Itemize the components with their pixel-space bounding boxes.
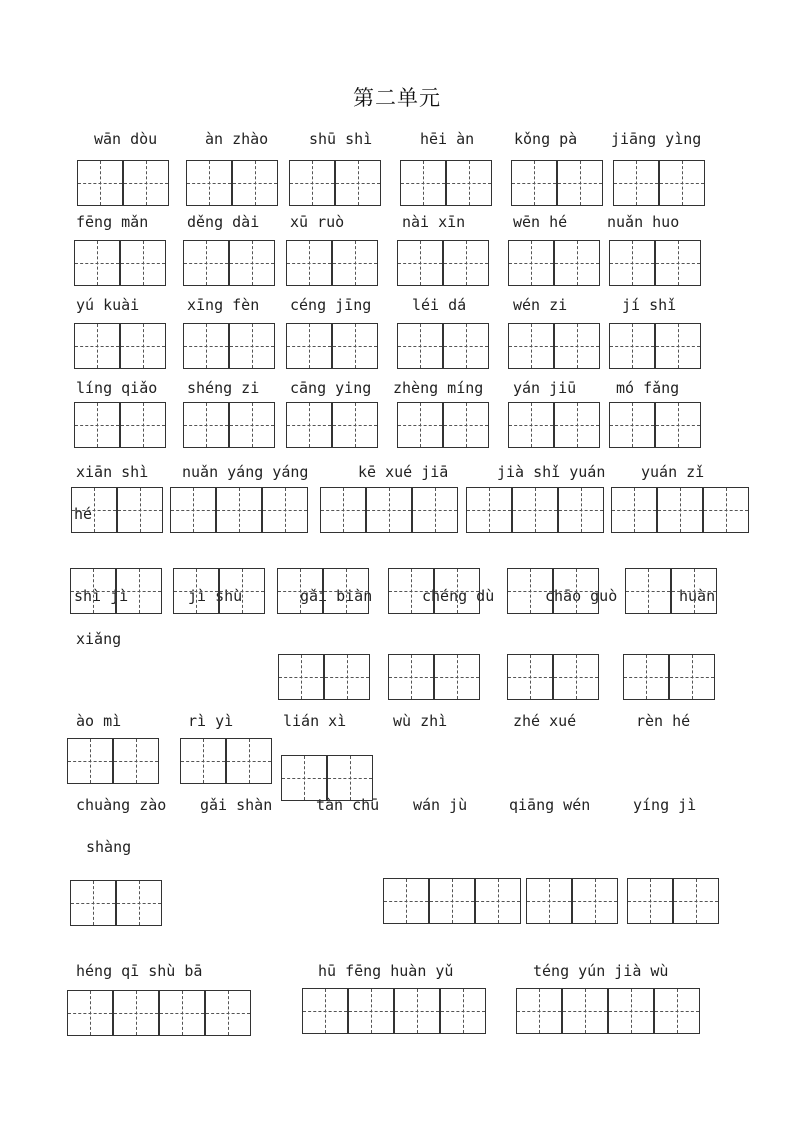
pinyin-label: shì jì bbox=[74, 587, 129, 605]
tian-zi-ge-cell bbox=[70, 880, 116, 926]
pinyin-label: zhèng míng bbox=[393, 379, 484, 397]
tian-zi-ge-cell bbox=[429, 878, 475, 924]
tian-zi-ge-cell bbox=[671, 568, 717, 614]
tian-zi-ge-cell bbox=[412, 487, 458, 533]
tian-zi-ge-cell bbox=[348, 988, 394, 1034]
tian-zi-ge-cell bbox=[324, 654, 370, 700]
pinyin-label: děng dài bbox=[187, 213, 260, 231]
tian-zi-ge-cell bbox=[397, 402, 443, 448]
tian-zi-ge-cell bbox=[388, 654, 434, 700]
tian-zi-ge-cell bbox=[673, 878, 719, 924]
tian-zi-ge-cell bbox=[67, 990, 113, 1036]
tian-zi-ge-cell bbox=[397, 240, 443, 286]
pinyin-label: jì shù bbox=[188, 587, 243, 605]
tian-zi-ge-cell bbox=[553, 654, 599, 700]
tian-zi-ge-cell bbox=[554, 240, 600, 286]
tian-zi-ge-cell bbox=[205, 990, 251, 1036]
tian-zi-ge-cell bbox=[659, 160, 705, 206]
tian-zi-ge-cell bbox=[232, 160, 278, 206]
tian-zi-ge-cell bbox=[443, 402, 489, 448]
tian-zi-ge-cell bbox=[332, 402, 378, 448]
tian-zi-ge-cell bbox=[323, 568, 369, 614]
pinyin-label: tàn chū bbox=[316, 796, 380, 814]
pinyin-label: yuán zǐ bbox=[641, 463, 705, 481]
tian-zi-ge-cell bbox=[289, 160, 335, 206]
tian-zi-ge-cell bbox=[281, 755, 327, 801]
tian-zi-ge-cell bbox=[113, 738, 159, 784]
tian-zi-ge-cell bbox=[516, 988, 562, 1034]
pinyin-label: rì yì bbox=[188, 712, 234, 730]
tian-zi-ge-cell bbox=[332, 240, 378, 286]
tian-zi-ge-cell bbox=[216, 487, 262, 533]
tian-zi-ge-cell bbox=[159, 990, 205, 1036]
tian-zi-ge-cell bbox=[278, 654, 324, 700]
tian-zi-ge-cell bbox=[443, 323, 489, 369]
tian-zi-ge-cell bbox=[186, 160, 232, 206]
pinyin-label: nài xīn bbox=[402, 213, 466, 231]
pinyin-label: shéng zi bbox=[187, 379, 260, 397]
tian-zi-ge-cell bbox=[120, 323, 166, 369]
tian-zi-ge-cell bbox=[388, 568, 434, 614]
tian-zi-ge-cell bbox=[332, 323, 378, 369]
tian-zi-ge-cell bbox=[475, 878, 521, 924]
tian-zi-ge-cell bbox=[557, 160, 603, 206]
tian-zi-ge-cell bbox=[446, 160, 492, 206]
pinyin-label: kē xué jiā bbox=[358, 463, 449, 481]
pinyin-label: céng jīng bbox=[290, 296, 372, 314]
pinyin-label: qiāng wén bbox=[509, 796, 591, 814]
pinyin-label: nuǎn huo bbox=[607, 213, 680, 231]
tian-zi-ge-cell bbox=[507, 568, 553, 614]
tian-zi-ge-cell bbox=[609, 323, 655, 369]
pinyin-label: jí shǐ bbox=[622, 296, 677, 314]
pinyin-label: wù zhì bbox=[393, 712, 448, 730]
tian-zi-ge-cell bbox=[70, 568, 116, 614]
tian-zi-ge-cell bbox=[508, 402, 554, 448]
pinyin-label: wēn hé bbox=[513, 213, 568, 231]
pinyin-label: yán jiū bbox=[513, 379, 577, 397]
tian-zi-ge-cell bbox=[655, 402, 701, 448]
tian-zi-ge-cell bbox=[120, 240, 166, 286]
pinyin-label: shū shì bbox=[309, 130, 373, 148]
tian-zi-ge-cell bbox=[657, 487, 703, 533]
tian-zi-ge-cell bbox=[113, 990, 159, 1036]
tian-zi-ge-cell bbox=[286, 323, 332, 369]
tian-zi-ge-cell bbox=[123, 160, 169, 206]
pinyin-label: jià shǐ yuán bbox=[497, 463, 606, 481]
tian-zi-ge-cell bbox=[507, 654, 553, 700]
tian-zi-ge-cell bbox=[397, 323, 443, 369]
tian-zi-ge-cell bbox=[655, 240, 701, 286]
tian-zi-ge-cell bbox=[609, 240, 655, 286]
tian-zi-ge-cell bbox=[613, 160, 659, 206]
tian-zi-ge-cell bbox=[277, 568, 323, 614]
pinyin-label: chéng dù bbox=[422, 587, 495, 605]
tian-zi-ge-cell bbox=[434, 654, 480, 700]
tian-zi-ge-cell bbox=[302, 988, 348, 1034]
tian-zi-ge-cell bbox=[654, 988, 700, 1034]
tian-zi-ge-cell bbox=[553, 568, 599, 614]
pinyin-label: wén zi bbox=[513, 296, 568, 314]
pinyin-label: mó fǎng bbox=[616, 379, 680, 397]
tian-zi-ge-cell bbox=[170, 487, 216, 533]
pinyin-label: léi dá bbox=[412, 296, 467, 314]
tian-zi-ge-cell bbox=[434, 568, 480, 614]
pinyin-label: gǎi shàn bbox=[200, 796, 273, 814]
pinyin-label: jiāng yìng bbox=[611, 130, 702, 148]
tian-zi-ge-cell bbox=[623, 654, 669, 700]
pinyin-label: hé bbox=[74, 505, 93, 523]
tian-zi-ge-cell bbox=[508, 240, 554, 286]
tian-zi-ge-cell bbox=[226, 738, 272, 784]
pinyin-label: zhé xué bbox=[513, 712, 577, 730]
tian-zi-ge-cell bbox=[512, 487, 558, 533]
tian-zi-ge-cell bbox=[183, 323, 229, 369]
tian-zi-ge-cell bbox=[366, 487, 412, 533]
tian-zi-ge-cell bbox=[74, 240, 120, 286]
tian-zi-ge-cell bbox=[183, 402, 229, 448]
tian-zi-ge-cell bbox=[400, 160, 446, 206]
pinyin-label: wān dòu bbox=[94, 130, 158, 148]
tian-zi-ge-cell bbox=[466, 487, 512, 533]
pinyin-label: hū fēng huàn yǔ bbox=[318, 962, 454, 980]
pinyin-label: àn zhào bbox=[205, 130, 269, 148]
pinyin-label: lián xì bbox=[283, 712, 347, 730]
tian-zi-ge-cell bbox=[558, 487, 604, 533]
tian-zi-ge-cell bbox=[120, 402, 166, 448]
pinyin-label: chuàng zào bbox=[76, 796, 167, 814]
tian-zi-ge-cell bbox=[71, 487, 117, 533]
tian-zi-ge-cell bbox=[286, 240, 332, 286]
pinyin-label: xīng fèn bbox=[187, 296, 260, 314]
tian-zi-ge-cell bbox=[562, 988, 608, 1034]
tian-zi-ge-cell bbox=[67, 738, 113, 784]
tian-zi-ge-cell bbox=[611, 487, 657, 533]
tian-zi-ge-cell bbox=[608, 988, 654, 1034]
pinyin-label: xiān shì bbox=[76, 463, 149, 481]
pinyin-label: fēng mǎn bbox=[76, 213, 149, 231]
pinyin-label: líng qiǎo bbox=[76, 379, 158, 397]
tian-zi-ge-cell bbox=[394, 988, 440, 1034]
tian-zi-ge-cell bbox=[383, 878, 429, 924]
pinyin-label: wán jù bbox=[413, 796, 468, 814]
pinyin-label: nuǎn yáng yáng bbox=[182, 463, 309, 481]
tian-zi-ge-cell bbox=[286, 402, 332, 448]
tian-zi-ge-cell bbox=[443, 240, 489, 286]
pinyin-label: kǒng pà bbox=[514, 130, 578, 148]
pinyin-label: héng qī shù bā bbox=[76, 962, 203, 980]
page-title: 第二单元 bbox=[353, 86, 441, 110]
tian-zi-ge-cell bbox=[627, 878, 673, 924]
tian-zi-ge-cell bbox=[183, 240, 229, 286]
tian-zi-ge-cell bbox=[229, 402, 275, 448]
pinyin-label: xiǎng bbox=[76, 630, 122, 648]
tian-zi-ge-cell bbox=[173, 568, 219, 614]
tian-zi-ge-cell bbox=[526, 878, 572, 924]
tian-zi-ge-cell bbox=[229, 240, 275, 286]
pinyin-label: téng yún jià wù bbox=[533, 962, 669, 980]
pinyin-label: shàng bbox=[86, 838, 132, 856]
tian-zi-ge-cell bbox=[440, 988, 486, 1034]
tian-zi-ge-cell bbox=[335, 160, 381, 206]
tian-zi-ge-cell bbox=[74, 402, 120, 448]
pinyin-label: huàn bbox=[679, 587, 716, 605]
tian-zi-ge-cell bbox=[554, 323, 600, 369]
pinyin-label: xū ruò bbox=[290, 213, 345, 231]
pinyin-label: yú kuài bbox=[76, 296, 140, 314]
tian-zi-ge-cell bbox=[219, 568, 265, 614]
tian-zi-ge-cell bbox=[320, 487, 366, 533]
pinyin-label: gǎi biàn bbox=[300, 587, 373, 605]
tian-zi-ge-cell bbox=[117, 487, 163, 533]
tian-zi-ge-cell bbox=[74, 323, 120, 369]
pinyin-label: chāo guò bbox=[545, 587, 618, 605]
pinyin-label: rèn hé bbox=[636, 712, 691, 730]
tian-zi-ge-cell bbox=[669, 654, 715, 700]
pinyin-label: ào mì bbox=[76, 712, 122, 730]
pinyin-label: cāng ying bbox=[290, 379, 372, 397]
tian-zi-ge-cell bbox=[572, 878, 618, 924]
tian-zi-ge-cell bbox=[77, 160, 123, 206]
tian-zi-ge-cell bbox=[116, 880, 162, 926]
tian-zi-ge-cell bbox=[229, 323, 275, 369]
tian-zi-ge-cell bbox=[180, 738, 226, 784]
tian-zi-ge-cell bbox=[262, 487, 308, 533]
pinyin-label: hēi àn bbox=[420, 130, 475, 148]
tian-zi-ge-cell bbox=[554, 402, 600, 448]
pinyin-label: yíng jì bbox=[633, 796, 697, 814]
tian-zi-ge-cell bbox=[655, 323, 701, 369]
tian-zi-ge-cell bbox=[508, 323, 554, 369]
tian-zi-ge-cell bbox=[609, 402, 655, 448]
tian-zi-ge-cell bbox=[116, 568, 162, 614]
tian-zi-ge-cell bbox=[511, 160, 557, 206]
tian-zi-ge-cell bbox=[327, 755, 373, 801]
tian-zi-ge-cell bbox=[625, 568, 671, 614]
tian-zi-ge-cell bbox=[703, 487, 749, 533]
